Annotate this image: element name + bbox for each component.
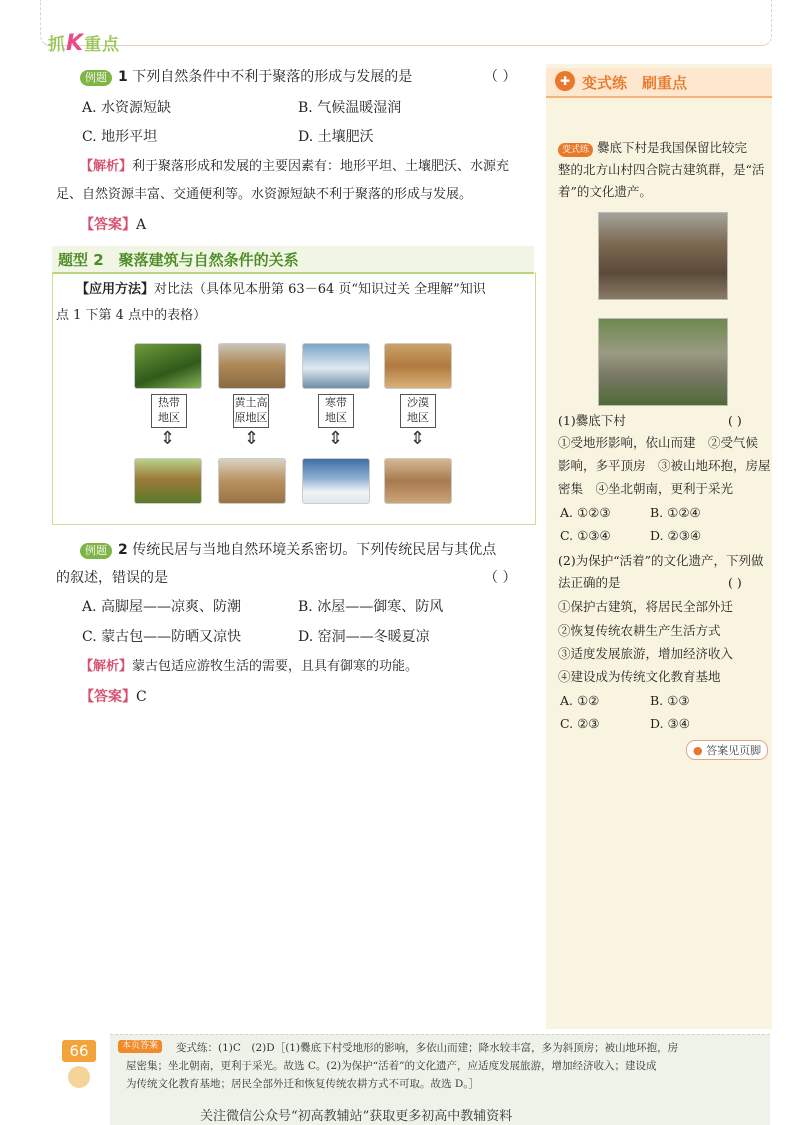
photo-tropical-landscape [134,343,202,389]
answer-label: 【答案】 [80,217,136,233]
answer-paren: （ ） [484,69,517,85]
footer-badge: 本页答案 [118,1040,162,1053]
analysis-line-2: 足、自然资源丰富、交通便利等。水资源短缺不利于聚落的形成与发展。 [56,187,473,202]
q1-option-a: A. ①②③ [560,505,611,520]
right-panel-title: 变式练 刷重点 [582,74,688,92]
analysis-text: 利于聚落形成和发展的主要因素有：地形平坦、土壤肥沃、水源充 [132,159,510,174]
example-badge: 例题 [80,543,112,559]
example-number: 1 [118,69,128,85]
example1-question [80,67,412,87]
logo [48,30,120,56]
photo-desert-landscape [384,343,452,389]
region-label: 原地区 [234,411,268,424]
variant-intro-line-2: 整的北方山村四合院古建筑群，是“活 [558,162,765,177]
footer-answer-line-1: 变式练：(1)C (2)D［(1)爨底下村受地形的影响，多依山而建；降水较丰富，多为斜顶房；被山地环抱，房 [176,1042,679,1054]
answer-note-text: 答案见页脚 [706,744,762,757]
logo-k: K [66,31,85,56]
analysis-line [80,657,418,677]
region-label: 寒带 [325,396,347,409]
question-text: 传统民居与当地自然环境关系密切。下列传统民居与其优点 [132,542,497,558]
q1-option-b: B. ①②④ [650,505,701,520]
option-d: D. 土壤肥沃 [298,129,374,145]
double-arrow-icon: ⇕ [328,428,344,449]
page-number: 66 [62,1040,96,1062]
double-arrow-icon: ⇕ [160,428,176,449]
comparison-diagram [52,330,534,520]
option-b: B. 气候温暖湿润 [298,100,402,116]
footer-answer-line-2: 屋密集；坐北朝南，更利于采光。故选 C。(2)为保护“活着”的文化遗产，应适度发展旅游，增加经济收入；建设成 [126,1060,657,1072]
region-label: 热带 [158,396,180,409]
example2-question-line-1 [80,540,496,560]
logo-prefix: 抓 [48,35,66,55]
option-a: A. 高脚屋——凉爽、防潮 [82,599,242,615]
mascot-icon [68,1066,90,1088]
double-arrow-icon: ⇕ [410,428,426,449]
region-loess [233,394,269,428]
q2-option-c: C. ②③ [560,716,600,731]
method-text: 对比法（具体见本册第 63－64 页“知识过关 全理解”知识 [154,282,486,297]
method-line-1 [76,280,486,300]
intro-text: 爨底下村是我国保留比较完 [597,140,748,155]
analysis-label: 【解析】 [80,659,133,674]
region-cold [318,394,354,428]
region-label: 地区 [325,411,347,424]
variant-badge: 变式练 [558,143,593,157]
double-arrow-icon: ⇕ [244,428,260,449]
photo-courtyard [598,212,728,300]
photo-desert-house [384,458,452,504]
footer-answer-line-3: 为传统文化教育基地；居民全部外迁和恢复传统农耕方式不可取。故选 D。］ [126,1078,480,1090]
answer-label: 【答案】 [80,689,136,705]
q1-option-d: D. ②③④ [650,528,702,543]
q1-option-c: C. ①③④ [560,528,611,543]
answer-paren: （ ） [484,570,517,586]
photo-cave-dwelling [218,458,286,504]
variant-intro-line-1 [558,137,747,159]
option-b: B. 冰屋——御寒、防风 [298,599,444,615]
q2-option-d: D. ③④ [650,716,690,731]
pin-icon: ● [693,744,703,757]
q2-item-4: ④建设成为传统文化教育基地 [558,669,721,684]
example-badge: 例题 [80,70,112,86]
answer-value: C [136,689,147,705]
q2-line-2: 法正确的是 [558,575,621,590]
logo-suffix: 重点 [84,35,121,55]
q2-item-3: ③适度发展旅游，增加经济收入 [558,646,734,661]
analysis-line-1 [80,157,509,177]
example-number: 2 [118,542,128,558]
q1-line-2: 影响，多平顶房 ③被山地环抱，房屋 [558,458,771,473]
option-d: D. 窑洞——冬暖夏凉 [298,629,430,645]
analysis-label: 【解析】 [80,159,133,174]
q1-title: (1)爨底下村 [558,413,626,428]
photo-village-aerial [598,318,728,406]
question-text: 下列自然条件中不利于聚落的形成与发展的是 [132,69,413,85]
q2-paren: ( ) [728,575,742,590]
q1-line-3: 密集 ④坐北朝南，更利于采光 [558,481,734,496]
q1-line-1: ①受地形影响，依山而建 ②受气候 [558,435,759,450]
option-c: C. 蒙古包——防晒又凉快 [82,629,242,645]
answer-line [80,215,146,235]
answer-note [686,740,768,760]
method-line-2: 点 1 下第 4 点中的表格） [56,308,207,323]
region-label: 黄土高 [234,396,268,409]
answer-value: A [136,217,147,233]
region-label: 沙漠 [407,396,429,409]
method-label: 【应用方法】 [76,282,155,297]
q2-item-1: ①保护古建筑，将居民全部外迁 [558,599,734,614]
region-tropical [151,394,187,428]
region-desert [400,394,436,428]
example2-question-line-2: 的叙述，错误的是 [56,570,168,586]
header-band [40,0,772,46]
answer-line [80,687,147,707]
analysis-text: 蒙古包适应游牧生活的需要，且具有御寒的功能。 [132,659,419,674]
q2-option-b: B. ①③ [650,693,690,708]
region-label: 地区 [158,411,180,424]
q2-option-a: A. ①② [560,693,600,708]
wechat-promo: 关注微信公众号“初高教辅站”获取更多初高中教辅资料 [200,1109,513,1124]
photo-cold-landscape [302,343,370,389]
plus-icon: ✚ [555,71,575,91]
variant-intro-line-3: 着”的文化遗产。 [558,184,652,199]
region-label: 地区 [407,411,429,424]
section-title: 题型 2 聚落建筑与自然条件的关系 [58,251,299,269]
q2-line-1: (2)为保护“活着”的文化遗产，下列做 [558,553,764,568]
q1-paren: ( ) [728,413,742,428]
option-a: A. 水资源短缺 [82,100,172,116]
q2-item-2: ②恢复传统农耕生产生活方式 [558,623,721,638]
photo-stilt-house [134,458,202,504]
photo-igloo [302,458,370,504]
option-c: C. 地形平坦 [82,129,158,145]
photo-loess-landscape [218,343,286,389]
